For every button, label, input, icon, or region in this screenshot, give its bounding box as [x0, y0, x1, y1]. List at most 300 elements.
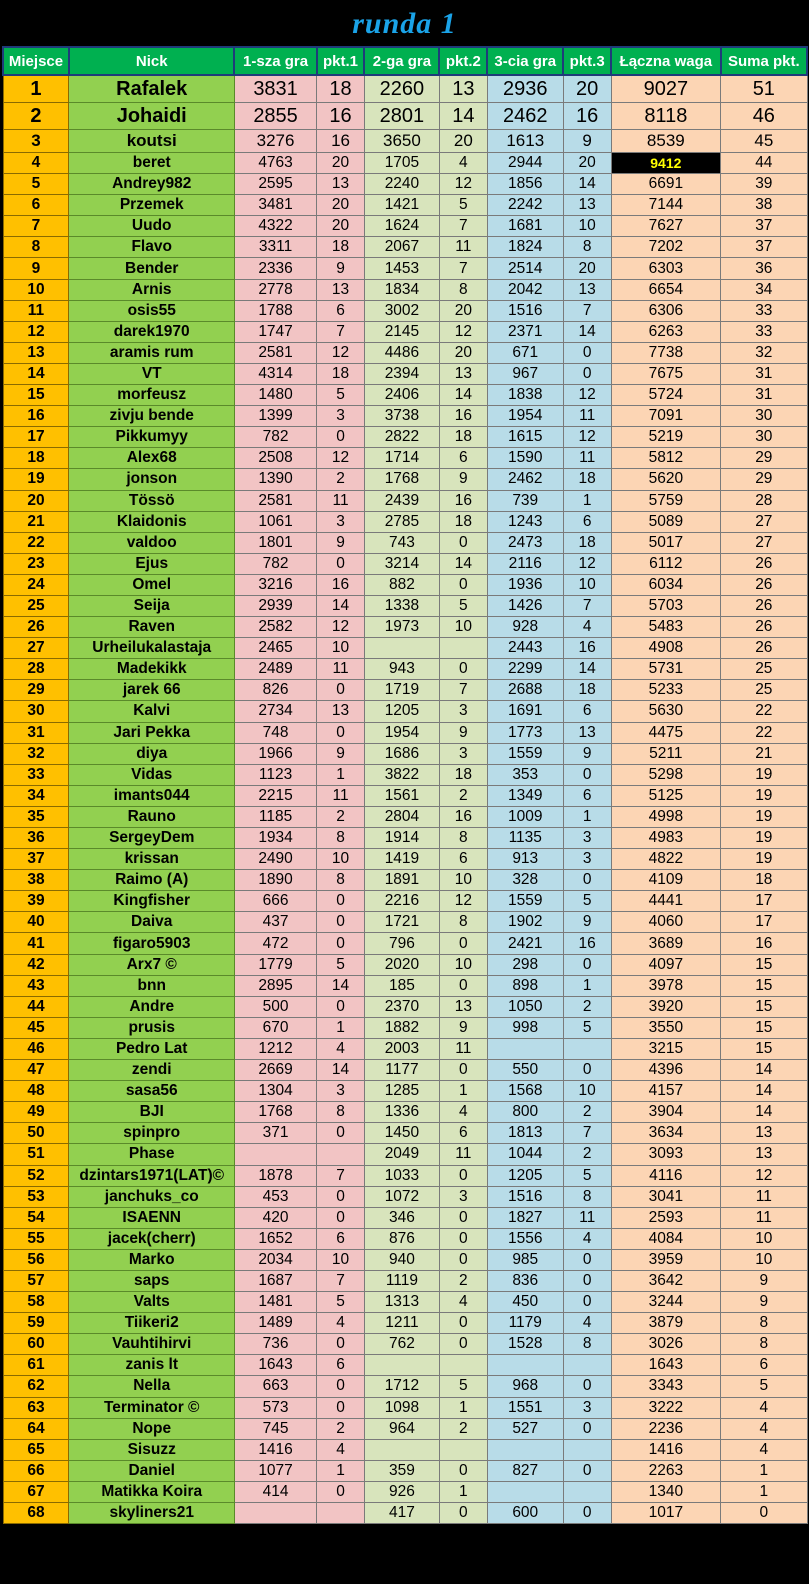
place-cell: 46: [3, 1038, 69, 1059]
game2-weight-cell: 1313: [364, 1292, 439, 1313]
game3-weight-cell: 967: [487, 363, 563, 384]
table-row: [3, 617, 807, 638]
game1-points-cell: 3: [317, 511, 365, 532]
game2-weight-cell: 796: [364, 933, 439, 954]
total-weight-cell: 7675: [611, 363, 721, 384]
game2-weight-cell: 1453: [364, 258, 439, 279]
game1-weight-cell: 1779: [234, 954, 316, 975]
game3-points-cell: 8: [563, 1334, 611, 1355]
table-row: [3, 595, 807, 616]
total-weight-cell: 6034: [611, 574, 721, 595]
game3-weight-cell: 1613: [487, 130, 563, 153]
total-weight-cell: 7627: [611, 216, 721, 237]
game2-weight-cell: 876: [364, 1228, 439, 1249]
game1-points-cell: 14: [317, 595, 365, 616]
game2-points-cell: 16: [439, 406, 487, 427]
game1-points-cell: 1: [317, 1017, 365, 1038]
game3-points-cell: 9: [563, 912, 611, 933]
game1-points-cell: 18: [317, 75, 365, 103]
game2-weight-cell: 1211: [364, 1313, 439, 1334]
total-weight-cell: 3343: [611, 1376, 721, 1397]
game1-points-cell: 8: [317, 870, 365, 891]
game2-points-cell: 10: [439, 954, 487, 975]
total-points-cell: 4: [721, 1418, 807, 1439]
place-cell: 10: [3, 279, 69, 300]
total-points-cell: 22: [721, 701, 807, 722]
game1-weight-cell: 1643: [234, 1355, 316, 1376]
game1-weight-cell: 3831: [234, 75, 316, 103]
total-points-cell: 4: [721, 1439, 807, 1460]
table-row: [3, 363, 807, 384]
game1-weight-cell: 2855: [234, 103, 316, 130]
nick-cell: Madekikk: [69, 659, 234, 680]
game2-points-cell: 12: [439, 174, 487, 195]
place-cell: 43: [3, 975, 69, 996]
game1-points-cell: 7: [317, 1165, 365, 1186]
game2-weight-cell: 2439: [364, 490, 439, 511]
game3-weight-cell: 298: [487, 954, 563, 975]
total-points-cell: 26: [721, 595, 807, 616]
total-weight-cell: 8539: [611, 130, 721, 153]
total-points-cell: 19: [721, 764, 807, 785]
game3-points-cell: 4: [563, 1313, 611, 1334]
game3-weight-cell: 968: [487, 1376, 563, 1397]
nick-cell: Pedro Lat: [69, 1038, 234, 1059]
game2-weight-cell: 3650: [364, 130, 439, 153]
game1-points-cell: 2: [317, 806, 365, 827]
place-cell: 49: [3, 1102, 69, 1123]
game3-points-cell: [563, 1481, 611, 1502]
total-weight-cell: 5017: [611, 532, 721, 553]
table-row: [3, 237, 807, 258]
table-row: [3, 1270, 807, 1291]
game3-weight-cell: 913: [487, 849, 563, 870]
game1-points-cell: 0: [317, 1376, 365, 1397]
game3-points-cell: 0: [563, 1292, 611, 1313]
game1-points-cell: 20: [317, 153, 365, 174]
total-weight-cell: 3222: [611, 1397, 721, 1418]
game2-points-cell: 1: [439, 1081, 487, 1102]
game1-points-cell: 16: [317, 574, 365, 595]
total-weight-cell: 4060: [611, 912, 721, 933]
game3-points-cell: 0: [563, 1060, 611, 1081]
game1-points-cell: 0: [317, 1481, 365, 1502]
game3-weight-cell: 2462: [487, 469, 563, 490]
game3-weight-cell: 1551: [487, 1397, 563, 1418]
table-row: [3, 1460, 807, 1481]
place-cell: 13: [3, 342, 69, 363]
total-points-cell: 8: [721, 1313, 807, 1334]
game2-points-cell: 1: [439, 1397, 487, 1418]
nick-cell: skyliners21: [69, 1503, 234, 1524]
total-weight-cell: 4998: [611, 806, 721, 827]
game2-weight-cell: 1421: [364, 195, 439, 216]
game2-points-cell: 3: [439, 1186, 487, 1207]
total-points-cell: 10: [721, 1228, 807, 1249]
game1-points-cell: 14: [317, 1060, 365, 1081]
total-points-cell: 26: [721, 617, 807, 638]
total-points-cell: 27: [721, 511, 807, 532]
game3-weight-cell: 1426: [487, 595, 563, 616]
game2-points-cell: 14: [439, 103, 487, 130]
total-points-cell: 51: [721, 75, 807, 103]
place-cell: 62: [3, 1376, 69, 1397]
total-weight-cell: 6263: [611, 321, 721, 342]
place-cell: 9: [3, 258, 69, 279]
game3-weight-cell: 1559: [487, 891, 563, 912]
table-row: [3, 806, 807, 827]
table-row: [3, 406, 807, 427]
place-cell: 61: [3, 1355, 69, 1376]
total-points-cell: 15: [721, 996, 807, 1017]
game3-points-cell: 20: [563, 258, 611, 279]
game2-weight-cell: 1624: [364, 216, 439, 237]
total-weight-cell: 4475: [611, 722, 721, 743]
total-points-cell: 37: [721, 216, 807, 237]
game3-weight-cell: 1590: [487, 448, 563, 469]
nick-cell: Rafalek: [69, 75, 234, 103]
total-points-cell: 15: [721, 954, 807, 975]
game1-weight-cell: 1768: [234, 1102, 316, 1123]
game2-weight-cell: 1205: [364, 701, 439, 722]
table-row: [3, 153, 807, 174]
header-place: Miejsce: [3, 47, 69, 75]
game2-points-cell: 10: [439, 617, 487, 638]
game3-points-cell: 14: [563, 321, 611, 342]
game2-weight-cell: 1285: [364, 1081, 439, 1102]
total-points-cell: 36: [721, 258, 807, 279]
game2-weight-cell: 3214: [364, 553, 439, 574]
game2-points-cell: 13: [439, 75, 487, 103]
place-cell: 11: [3, 300, 69, 321]
game3-points-cell: 0: [563, 1503, 611, 1524]
nick-cell: Omel: [69, 574, 234, 595]
game2-weight-cell: 1914: [364, 828, 439, 849]
game3-weight-cell: 836: [487, 1270, 563, 1291]
place-cell: 16: [3, 406, 69, 427]
game1-weight-cell: 371: [234, 1123, 316, 1144]
table-row: [3, 912, 807, 933]
game3-points-cell: 11: [563, 1207, 611, 1228]
table-row: [3, 870, 807, 891]
nick-cell: aramis rum: [69, 342, 234, 363]
game3-weight-cell: [487, 1439, 563, 1460]
game2-weight-cell: 3738: [364, 406, 439, 427]
total-points-cell: 13: [721, 1123, 807, 1144]
table-row: [3, 1017, 807, 1038]
game2-weight-cell: 1561: [364, 785, 439, 806]
game1-weight-cell: 500: [234, 996, 316, 1017]
game3-points-cell: 8: [563, 237, 611, 258]
game2-weight-cell: [364, 638, 439, 659]
total-points-cell: 26: [721, 553, 807, 574]
game2-points-cell: 4: [439, 153, 487, 174]
game1-points-cell: 5: [317, 1292, 365, 1313]
table-row: [3, 511, 807, 532]
total-weight-cell: 3215: [611, 1038, 721, 1059]
game1-weight-cell: 1123: [234, 764, 316, 785]
game2-points-cell: 0: [439, 1228, 487, 1249]
game3-points-cell: 14: [563, 659, 611, 680]
nick-cell: Daiva: [69, 912, 234, 933]
game1-weight-cell: 1652: [234, 1228, 316, 1249]
place-cell: 4: [3, 153, 69, 174]
nick-cell: diya: [69, 743, 234, 764]
table-row: [3, 174, 807, 195]
total-points-cell: 9: [721, 1292, 807, 1313]
game3-points-cell: 0: [563, 1376, 611, 1397]
game2-points-cell: 11: [439, 1038, 487, 1059]
game1-weight-cell: 3276: [234, 130, 316, 153]
game3-weight-cell: 1856: [487, 174, 563, 195]
game1-points-cell: 11: [317, 490, 365, 511]
game2-points-cell: 12: [439, 891, 487, 912]
game3-points-cell: 0: [563, 1418, 611, 1439]
game3-points-cell: 8: [563, 1186, 611, 1207]
total-weight-cell: 1416: [611, 1439, 721, 1460]
game1-points-cell: 0: [317, 933, 365, 954]
game2-points-cell: 16: [439, 806, 487, 827]
game2-weight-cell: 2785: [364, 511, 439, 532]
total-weight-cell: 7202: [611, 237, 721, 258]
nick-cell: Vauhtihirvi: [69, 1334, 234, 1355]
game2-weight-cell: 2406: [364, 385, 439, 406]
game3-weight-cell: 800: [487, 1102, 563, 1123]
game2-weight-cell: 2145: [364, 321, 439, 342]
total-points-cell: 0: [721, 1503, 807, 1524]
total-points-cell: 13: [721, 1144, 807, 1165]
total-weight-cell: 4441: [611, 891, 721, 912]
total-weight-cell: 5089: [611, 511, 721, 532]
nick-cell: Pikkumyy: [69, 427, 234, 448]
game2-weight-cell: 1705: [364, 153, 439, 174]
game3-points-cell: 9: [563, 130, 611, 153]
place-cell: 50: [3, 1123, 69, 1144]
game3-points-cell: [563, 1439, 611, 1460]
game2-weight-cell: 4486: [364, 342, 439, 363]
game1-points-cell: [317, 1503, 365, 1524]
table-row: [3, 342, 807, 363]
nick-cell: Nope: [69, 1418, 234, 1439]
game3-points-cell: 18: [563, 680, 611, 701]
game2-points-cell: 11: [439, 1144, 487, 1165]
place-cell: 5: [3, 174, 69, 195]
game2-weight-cell: 1119: [364, 1270, 439, 1291]
total-points-cell: 14: [721, 1081, 807, 1102]
game3-points-cell: 6: [563, 785, 611, 806]
nick-cell: Alex68: [69, 448, 234, 469]
total-weight-cell: 7144: [611, 195, 721, 216]
game3-weight-cell: 671: [487, 342, 563, 363]
table-row: [3, 891, 807, 912]
place-cell: 39: [3, 891, 69, 912]
place-cell: 65: [3, 1439, 69, 1460]
game3-points-cell: 4: [563, 617, 611, 638]
game2-weight-cell: 1891: [364, 870, 439, 891]
total-points-cell: 46: [721, 103, 807, 130]
game1-points-cell: 0: [317, 912, 365, 933]
table-row: [3, 469, 807, 490]
total-weight-cell: 5812: [611, 448, 721, 469]
game1-points-cell: 12: [317, 617, 365, 638]
game1-weight-cell: 736: [234, 1334, 316, 1355]
table-row: [3, 1418, 807, 1439]
header-row: [3, 47, 807, 75]
game3-weight-cell: 2462: [487, 103, 563, 130]
game1-weight-cell: 2034: [234, 1249, 316, 1270]
game3-points-cell: 2: [563, 1102, 611, 1123]
game1-weight-cell: 663: [234, 1376, 316, 1397]
game3-points-cell: 3: [563, 828, 611, 849]
total-weight-cell: 6303: [611, 258, 721, 279]
game2-points-cell: 0: [439, 1503, 487, 1524]
place-cell: 60: [3, 1334, 69, 1355]
game3-points-cell: 13: [563, 195, 611, 216]
game2-points-cell: 0: [439, 1207, 487, 1228]
total-points-cell: 21: [721, 743, 807, 764]
game1-weight-cell: 1390: [234, 469, 316, 490]
header-nick: Nick: [69, 47, 234, 75]
game2-weight-cell: 417: [364, 1503, 439, 1524]
place-cell: 33: [3, 764, 69, 785]
game2-weight-cell: [364, 1439, 439, 1460]
place-cell: 27: [3, 638, 69, 659]
game3-weight-cell: 928: [487, 617, 563, 638]
game2-weight-cell: [364, 1355, 439, 1376]
total-points-cell: 29: [721, 448, 807, 469]
game2-weight-cell: 2216: [364, 891, 439, 912]
nick-cell: Matikka Koira: [69, 1481, 234, 1502]
game3-weight-cell: 450: [487, 1292, 563, 1313]
total-weight-cell: 6306: [611, 300, 721, 321]
nick-cell: valdoo: [69, 532, 234, 553]
game3-weight-cell: 1902: [487, 912, 563, 933]
total-points-cell: 19: [721, 785, 807, 806]
nick-cell: prusis: [69, 1017, 234, 1038]
game3-points-cell: 13: [563, 722, 611, 743]
total-points-cell: 9: [721, 1270, 807, 1291]
game2-points-cell: 10: [439, 870, 487, 891]
game1-points-cell: 11: [317, 659, 365, 680]
game3-points-cell: 13: [563, 279, 611, 300]
game1-weight-cell: 3481: [234, 195, 316, 216]
game2-points-cell: 18: [439, 427, 487, 448]
nick-cell: Phase: [69, 1144, 234, 1165]
game1-points-cell: 4: [317, 1439, 365, 1460]
place-cell: 19: [3, 469, 69, 490]
game2-points-cell: 4: [439, 1292, 487, 1313]
place-cell: 36: [3, 828, 69, 849]
results-body: [3, 75, 807, 1524]
game1-weight-cell: 666: [234, 891, 316, 912]
nick-cell: Tiikeri2: [69, 1313, 234, 1334]
game3-points-cell: 3: [563, 1397, 611, 1418]
game2-weight-cell: 1721: [364, 912, 439, 933]
nick-cell: figaro5903: [69, 933, 234, 954]
game1-weight-cell: 1481: [234, 1292, 316, 1313]
game3-weight-cell: 1243: [487, 511, 563, 532]
nick-cell: morfeusz: [69, 385, 234, 406]
nick-cell: Arx7 ©: [69, 954, 234, 975]
header-total-weight: Łączna waga: [611, 47, 721, 75]
header-points3: pkt.3: [563, 47, 611, 75]
total-points-cell: 1: [721, 1460, 807, 1481]
game1-weight-cell: 782: [234, 427, 316, 448]
game1-points-cell: 3: [317, 1081, 365, 1102]
total-points-cell: 33: [721, 300, 807, 321]
game1-weight-cell: 2215: [234, 785, 316, 806]
total-weight-cell: 6654: [611, 279, 721, 300]
total-weight-cell: 5724: [611, 385, 721, 406]
table-row: [3, 1503, 807, 1524]
game2-points-cell: 12: [439, 321, 487, 342]
total-weight-cell: 3093: [611, 1144, 721, 1165]
game3-points-cell: [563, 1355, 611, 1376]
game2-points-cell: [439, 1439, 487, 1460]
game3-points-cell: 0: [563, 1270, 611, 1291]
header-total-points: Suma pkt.: [721, 47, 807, 75]
game3-weight-cell: 898: [487, 975, 563, 996]
game3-weight-cell: 2299: [487, 659, 563, 680]
game3-weight-cell: 1838: [487, 385, 563, 406]
game1-points-cell: 20: [317, 216, 365, 237]
game1-points-cell: 5: [317, 954, 365, 975]
game2-points-cell: 0: [439, 933, 487, 954]
game1-points-cell: 16: [317, 103, 365, 130]
game1-points-cell: 10: [317, 849, 365, 870]
game3-points-cell: 7: [563, 595, 611, 616]
nick-cell: Przemek: [69, 195, 234, 216]
place-cell: 35: [3, 806, 69, 827]
nick-cell: Andrey982: [69, 174, 234, 195]
game3-points-cell: 11: [563, 406, 611, 427]
game1-weight-cell: 2336: [234, 258, 316, 279]
game1-weight-cell: 1416: [234, 1439, 316, 1460]
header-points2: pkt.2: [439, 47, 487, 75]
nick-cell: jarek 66: [69, 680, 234, 701]
table-row: [3, 300, 807, 321]
table-row: [3, 553, 807, 574]
game2-weight-cell: 1719: [364, 680, 439, 701]
game2-weight-cell: 1450: [364, 1123, 439, 1144]
game2-weight-cell: 3002: [364, 300, 439, 321]
game1-weight-cell: 3216: [234, 574, 316, 595]
game1-points-cell: 10: [317, 1249, 365, 1270]
place-cell: 17: [3, 427, 69, 448]
game3-weight-cell: 600: [487, 1503, 563, 1524]
total-weight-cell: 2593: [611, 1207, 721, 1228]
game2-points-cell: 9: [439, 722, 487, 743]
nick-cell: ISAENN: [69, 1207, 234, 1228]
game3-points-cell: 6: [563, 511, 611, 532]
game3-weight-cell: 2944: [487, 153, 563, 174]
game3-points-cell: 12: [563, 427, 611, 448]
nick-cell: Johaidi: [69, 103, 234, 130]
game1-points-cell: 13: [317, 279, 365, 300]
game3-weight-cell: [487, 1481, 563, 1502]
game3-weight-cell: 985: [487, 1249, 563, 1270]
table-row: [3, 785, 807, 806]
game2-points-cell: [439, 1355, 487, 1376]
game2-points-cell: 5: [439, 595, 487, 616]
game1-points-cell: [317, 1144, 365, 1165]
total-points-cell: 11: [721, 1186, 807, 1207]
total-points-cell: 27: [721, 532, 807, 553]
place-cell: 59: [3, 1313, 69, 1334]
game3-weight-cell: 1205: [487, 1165, 563, 1186]
game3-weight-cell: 353: [487, 764, 563, 785]
total-points-cell: 19: [721, 806, 807, 827]
